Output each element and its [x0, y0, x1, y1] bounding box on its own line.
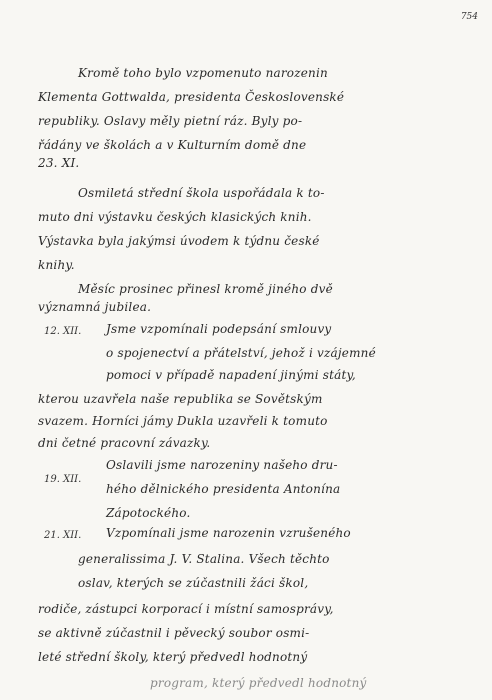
text-line: Oslavili jsme narozeniny našeho dru-: [106, 458, 338, 472]
text-line: Měsíc prosinec přinesl kromě jiného dvě: [78, 282, 333, 296]
text-line: leté střední školy, který předvedl hodnotný: [38, 650, 308, 664]
text-line: o spojenectví a přátelství, jehož i vzájemné: [106, 346, 376, 360]
text-line: Zápotockého.: [106, 506, 191, 520]
text-line: Výstavka byla jakýmsi úvodem k týdnu české: [38, 234, 320, 248]
date-label: 19. XII.: [44, 474, 82, 485]
text-line: Kromě toho bylo vzpomenuto narozenin: [78, 66, 328, 80]
date-label: 12. XII.: [44, 326, 82, 337]
text-line: dni četné pracovní závazky.: [38, 436, 211, 450]
text-line: republiky. Oslavy měly pietní ráz. Byly po-: [38, 114, 303, 128]
text-line: muto dni výstavku českých klasických knih.: [38, 210, 312, 224]
text-line: program, který předvedl hodnotný: [150, 676, 367, 690]
text-line: řádány ve školách a v Kulturním domě dne: [38, 138, 307, 152]
text-line: 23. XI.: [38, 156, 80, 170]
text-line: Vzpomínali jsme narozenin vzrušeného: [106, 526, 351, 540]
date-label: 21. XII.: [44, 530, 82, 541]
text-line: Klementa Gottwalda, presidenta Československé: [38, 90, 345, 104]
text-line: svazem. Horníci jámy Dukla uzavřeli k tomuto: [38, 414, 328, 428]
page-number: 754: [460, 12, 478, 22]
text-line: významná jubilea.: [38, 300, 152, 314]
text-line: hého dělnického presidenta Antonína: [106, 482, 341, 496]
text-line: Jsme vzpomínali podepsání smlouvy: [106, 322, 332, 336]
text-line: generalissima J. V. Stalina. Všech těchto: [78, 552, 330, 566]
text-line: pomoci v případě napadení jinými státy,: [106, 368, 356, 382]
text-line: se aktivně zúčastnil i pěvecký soubor osmi-: [38, 626, 310, 640]
text-line: kterou uzavřela naše republika se Sovětským: [38, 392, 323, 406]
text-line: Osmiletá střední škola uspořádala k to-: [78, 186, 325, 200]
text-line: oslav, kterých se zúčastnili žáci škol,: [78, 576, 309, 590]
text-line: knihy.: [38, 258, 75, 272]
text-line: rodiče, zástupci korporací i místní samosprávy,: [38, 602, 334, 616]
